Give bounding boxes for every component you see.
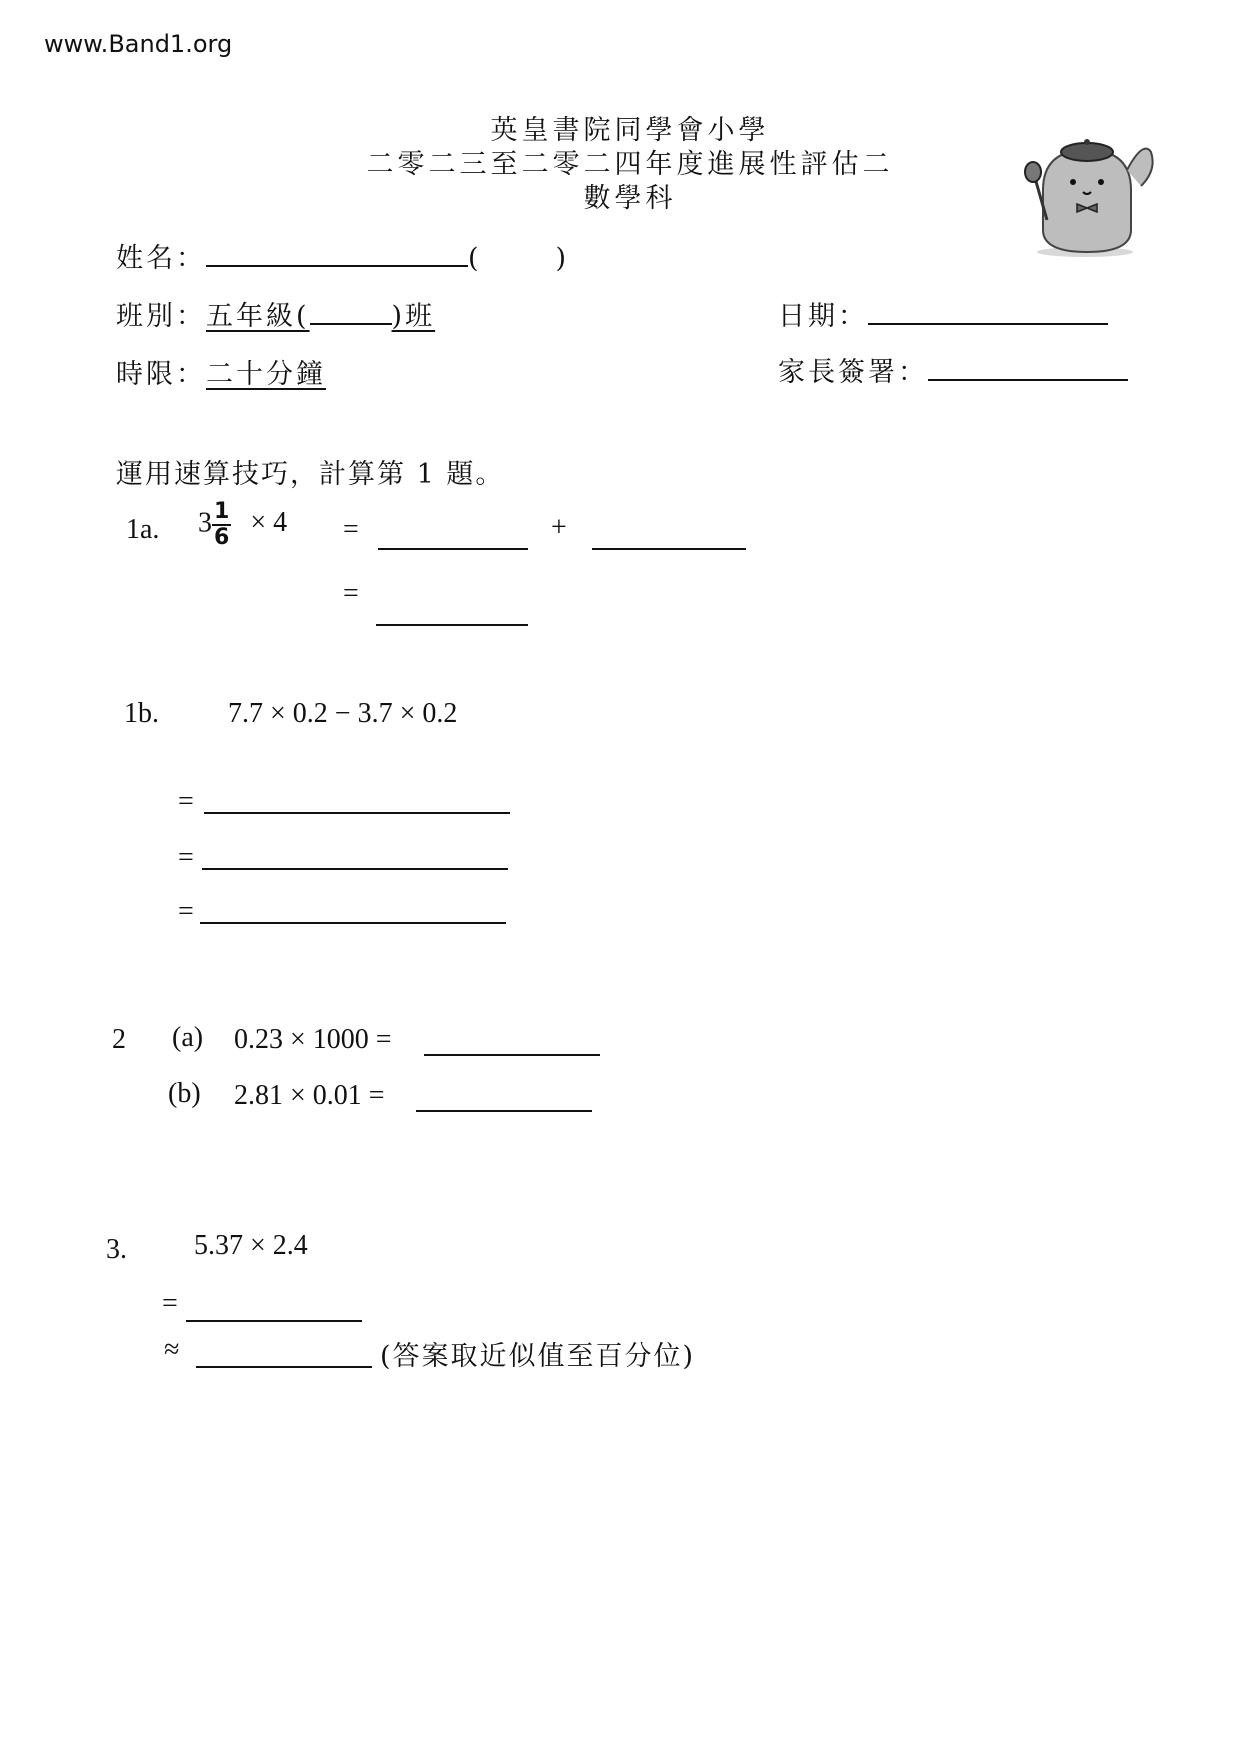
class-blank[interactable] xyxy=(310,323,392,325)
signature-field xyxy=(778,350,1128,389)
signature-blank[interactable] xyxy=(928,379,1128,381)
class-suffix: )班 xyxy=(391,301,436,332)
q1a-rest: × 4 xyxy=(250,507,288,539)
time-limit-label: 時限： xyxy=(116,359,206,390)
q1a-blank-3[interactable] xyxy=(376,602,528,626)
q1a-blank-2[interactable] xyxy=(592,526,746,550)
q1b-blank-2[interactable] xyxy=(202,846,508,870)
class-field xyxy=(116,294,435,333)
q3-approx: ≈ xyxy=(164,1334,180,1365)
q1a-number: 1a. xyxy=(126,514,160,545)
q1b-eq-1: = xyxy=(178,786,194,817)
name-blank[interactable] xyxy=(206,265,468,267)
class-number-paren-open: ( xyxy=(468,243,482,274)
q2b-expression: 2.81 × 0.01 = xyxy=(234,1080,385,1111)
instruction: 運用速算技巧，計算第 1 題。 xyxy=(116,459,505,490)
q1b-eq-3: = xyxy=(178,896,194,927)
watermark: www.Band1.org xyxy=(44,30,233,58)
q1a-whole: 3 xyxy=(198,507,212,539)
q2a-label: (a) xyxy=(172,1022,204,1053)
date-field xyxy=(778,294,1108,333)
q3-blank-approx[interactable] xyxy=(196,1344,372,1368)
signature-label: 家長簽署： xyxy=(778,357,928,388)
q1a-eq-1: = xyxy=(343,514,359,545)
time-limit-field xyxy=(116,352,326,391)
q3-expression: 5.37 × 2.4 xyxy=(194,1230,308,1261)
q2a-blank[interactable] xyxy=(424,1032,600,1056)
q2a-expression: 0.23 × 1000 = xyxy=(234,1024,392,1055)
q1a-plus: + xyxy=(551,512,567,543)
q1b-blank-1[interactable] xyxy=(204,790,510,814)
q1a-numerator: 1 xyxy=(214,499,230,524)
class-prefix: 五年級( xyxy=(206,301,310,332)
school-name: 英皇書院同學會小學 xyxy=(490,115,770,146)
date-label: 日期： xyxy=(778,301,868,332)
name-label: 姓名： xyxy=(116,243,206,274)
q1a-expression xyxy=(198,500,287,550)
q1a-blank-1[interactable] xyxy=(378,526,528,550)
q2b-label: (b) xyxy=(168,1078,201,1109)
q3-blank-exact[interactable] xyxy=(186,1298,362,1322)
name-field xyxy=(116,236,569,275)
subject-title: 數學科 xyxy=(583,183,677,214)
time-limit-value: 二十分鐘 xyxy=(206,359,326,390)
exam-title: 二零二三至二零二四年度進展性評估二 xyxy=(366,149,894,180)
mascot-illustration xyxy=(1015,130,1165,260)
q1b-number: 1b. xyxy=(124,698,159,729)
q1b-eq-2: = xyxy=(178,842,194,873)
class-number-paren-close: ) xyxy=(555,243,570,274)
q3-note: (答案取近似值至百分位) xyxy=(380,1341,696,1372)
q1a-denominator: 6 xyxy=(214,525,230,550)
q1b-blank-3[interactable] xyxy=(200,900,506,924)
q1a-eq-2: = xyxy=(343,578,359,609)
class-label: 班別： xyxy=(116,301,206,332)
q3-number: 3. xyxy=(106,1234,127,1265)
q1b-expression: 7.7 × 0.2 − 3.7 × 0.2 xyxy=(228,698,458,729)
q2b-blank[interactable] xyxy=(416,1088,592,1112)
q2-number: 2 xyxy=(112,1024,126,1055)
q3-eq: = xyxy=(162,1288,178,1319)
date-blank[interactable] xyxy=(868,323,1108,325)
q1a-fraction xyxy=(212,500,231,550)
